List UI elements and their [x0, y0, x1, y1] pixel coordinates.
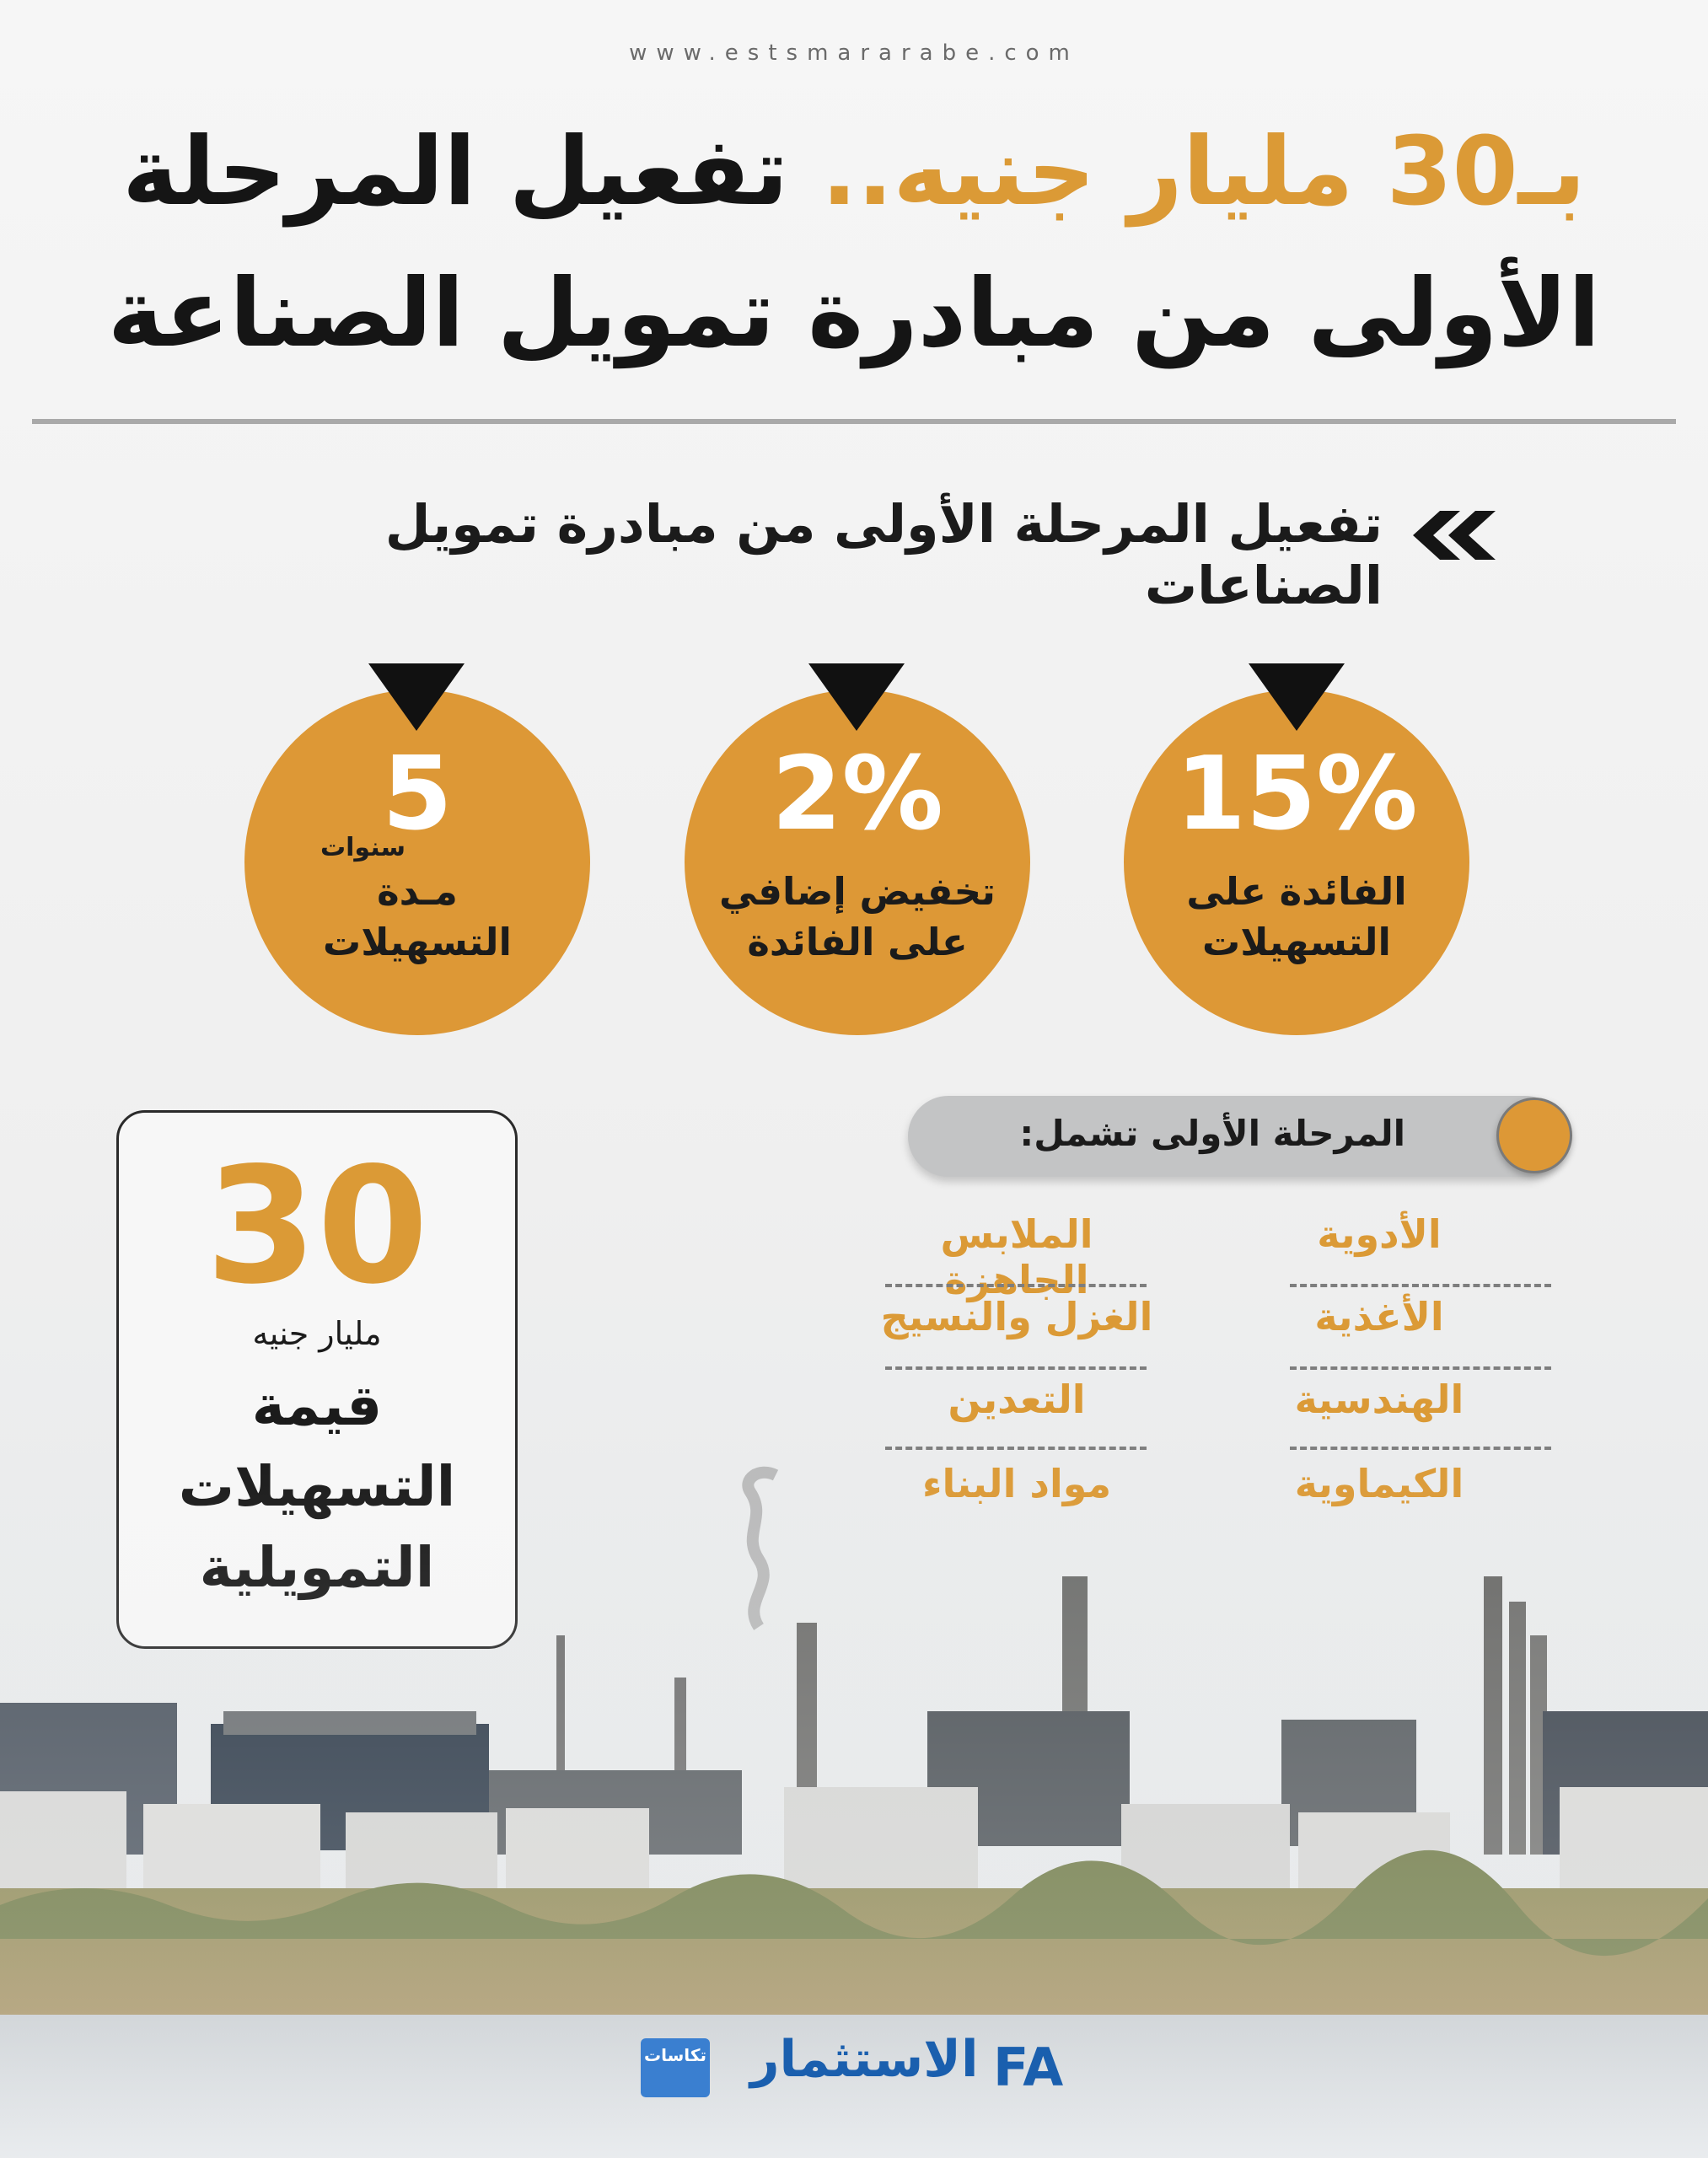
phase-header-pill — [908, 1096, 1566, 1177]
double-chevron-icon — [1408, 506, 1501, 565]
title-divider — [32, 419, 1676, 424]
title-line-1 — [101, 101, 1607, 243]
fa-logo: FA — [993, 2037, 1064, 2098]
dashed-divider — [885, 1284, 1147, 1287]
stat-label — [685, 867, 1030, 968]
total-desc-line-2: التسهيلات — [178, 1454, 456, 1519]
stat-unit: سنوات — [320, 833, 406, 862]
stat-value: 2% — [771, 736, 943, 853]
title-line-1-rest: تفعيل المرحلة — [122, 117, 789, 227]
dashed-divider — [1290, 1366, 1551, 1370]
sector-item: الأغذية — [1314, 1294, 1444, 1339]
alestesmar-logo: الاستثمار — [750, 2030, 979, 2089]
stat-label-line-1: تخفيض إضافي — [719, 869, 996, 914]
down-triangle-icon — [808, 663, 905, 731]
page-title — [101, 101, 1607, 384]
stat-label-line-1: مـدة — [377, 869, 458, 914]
dashed-divider — [1290, 1284, 1551, 1287]
stat-value: 5 — [382, 736, 453, 853]
title-highlight: بـ30 مليار جنيه.. — [821, 117, 1586, 227]
stat-circle-interest — [1124, 690, 1469, 1035]
sector-item: الغزل والنسيج — [880, 1294, 1153, 1339]
stat-label-line-1: الفائدة على — [1186, 869, 1407, 914]
sector-item: مواد البناء — [921, 1461, 1112, 1506]
total-desc-line-3: التمويلية — [199, 1535, 435, 1600]
stat-circle-discount — [685, 690, 1030, 1035]
subheading: تفعيل المرحلة الأولى من مبادرة تمويل الصناعات — [384, 493, 1383, 616]
bullet-dot-icon — [1496, 1098, 1572, 1173]
stat-label-line-2: التسهيلات — [1202, 920, 1391, 964]
stat-value: 15% — [1175, 736, 1418, 853]
sector-item: الأدوية — [1317, 1211, 1442, 1257]
publisher-logos — [641, 2030, 1079, 2106]
down-triangle-icon — [368, 663, 465, 731]
tekasat-logo: تكاسات — [641, 2038, 710, 2097]
total-value: 30 — [205, 1133, 429, 1319]
phase-title: المرحلة الأولى تشمل: — [1019, 1113, 1405, 1154]
sector-item: التعدين — [948, 1377, 1086, 1422]
dashed-divider — [885, 1366, 1147, 1370]
sector-item: الهندسية — [1294, 1377, 1464, 1422]
sector-item: الملابس الجاهزة — [940, 1211, 1093, 1302]
sector-item: الكيماوية — [1294, 1461, 1464, 1506]
title-line-2: الأولى من مبادرة تمويل الصناعة — [107, 259, 1601, 368]
website-url[interactable]: www.estsmararabe.com — [629, 40, 1079, 66]
stat-label-line-2: التسهيلات — [323, 920, 512, 964]
down-triangle-icon — [1249, 663, 1345, 731]
stat-label-line-2: على الفائدة — [747, 920, 968, 964]
stat-circle-duration — [244, 690, 590, 1035]
stat-label — [244, 867, 590, 968]
total-currency: مليار جنيه — [252, 1315, 382, 1352]
stat-label — [1124, 867, 1469, 968]
total-desc-line-1: قيمة — [251, 1373, 383, 1438]
